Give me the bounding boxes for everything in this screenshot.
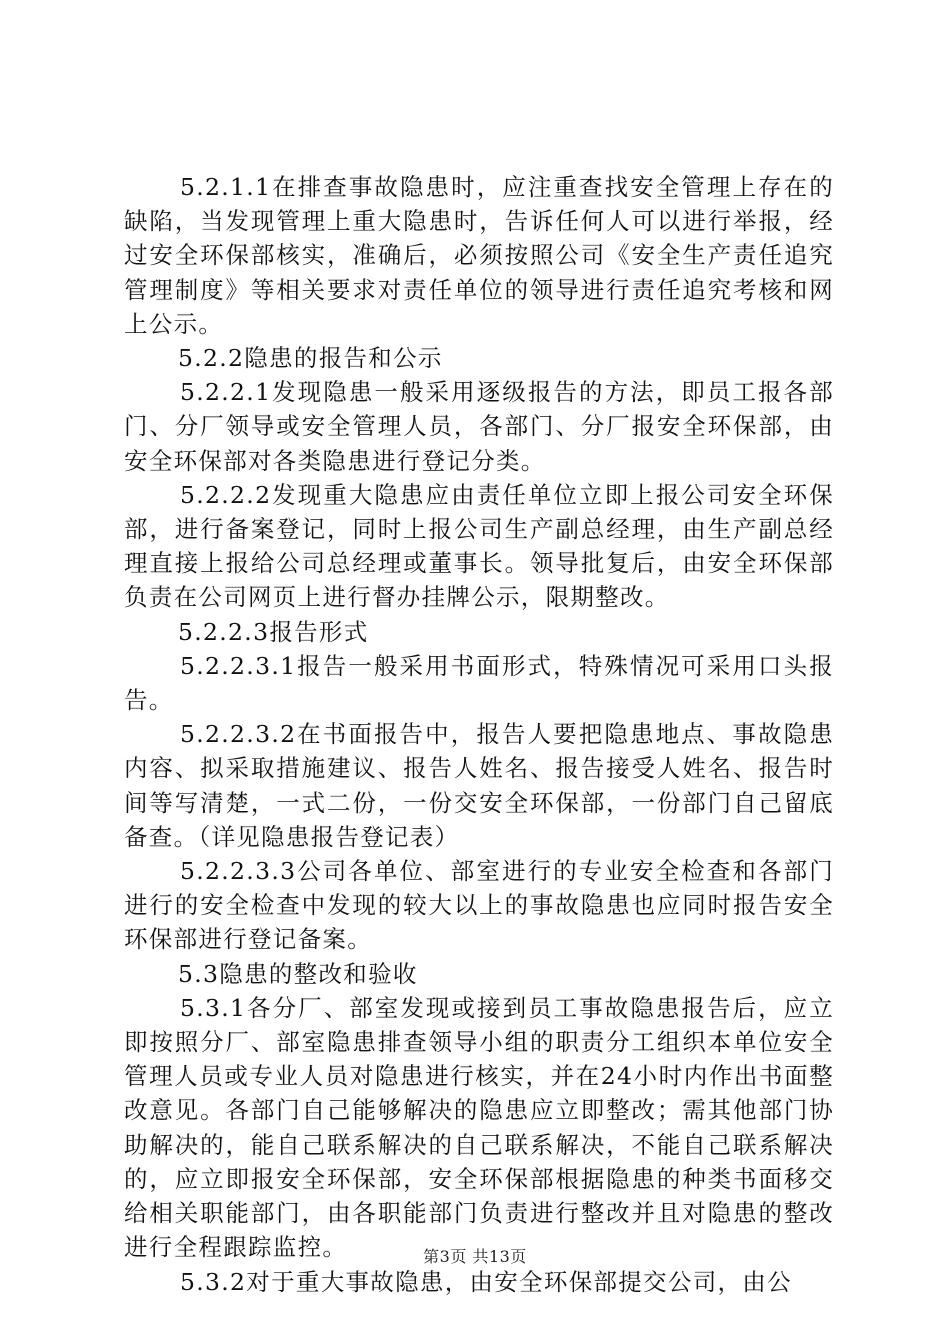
page-number-label: 第3页 共13页 (423, 1247, 527, 1266)
heading-5-3: 5.3隐患的整改和验收 (178, 959, 418, 988)
document-body (124, 170, 834, 1299)
heading-5-2-2: 5.2.2隐患的报告和公示 (178, 344, 443, 373)
paragraph-5-2-2-3-1: 5.2.2.3.1报告一般采用书面形式，特殊情况可采用口头报告。 (124, 651, 834, 715)
page-footer (0, 1244, 950, 1267)
paragraph-5-3-2: 5.3.2对于重大事故隐患，由安全环保部提交公司，由公 (180, 1267, 792, 1296)
paragraph-5-2-2-1: 5.2.2.1发现隐患一般采用逐级报告的方法，即员工报各部门、分厂领导或安全管理人员，各部门、分厂报安全环保部，由安全环保部对各类隐患进行登记分类。 (124, 378, 834, 475)
paragraph-5-2-2-3-2: 5.2.2.3.2在书面报告中，报告人要把隐患地点、事故隐患内容、拟采取措施建议、报告人姓名、报告接受人姓名、报告时间等写清楚，一式二份，一份交安全环保部，一份部门自己留底备查。（详见隐患报告登记表） (124, 720, 834, 851)
paragraph-5-2-2-3-3: 5.2.2.3.3公司各单位、部室进行的专业安全检查和各部门进行的安全检查中发现的较大以上的事故隐患也应同时报告安全环保部进行登记备案。 (124, 857, 834, 954)
paragraph-5-2-2-2: 5.2.2.2发现重大隐患应由责任单位立即上报公司安全环保部，进行备案登记，同时上报公司生产副总经理，由生产副总经理直接上报给公司总经理或董事长。领导批复后，由安全环保部负责在公司网页上进行督办挂牌公示，限期整改。 (124, 480, 834, 612)
paragraph-5-3-1: 5.3.1各分厂、部室发现或接到员工事故隐患报告后，应立即按照分厂、部室隐患排查领导小组的职责分工组织本单位安全管理人员或专业人员对隐患进行核实，并在24小时内作出书面整改意见。各部门自己能够解决的隐患应立即整改；需其他部门协助解决的，能自己联系解决的自己联系解决，不能自己联系解决的，应立即报安全环保部，安全环保部根据隐患的种类书面移交给相关职能部门，由各职能部门负责进行整改并且对隐患的整改进行全程跟踪监控。 (124, 993, 834, 1262)
heading-5-2-2-3: 5.2.2.3报告形式 (178, 617, 369, 646)
paragraph-5-2-1-1: 5.2.1.1在排查事故隐患时，应注重查找安全管理上存在的缺陷，当发现管理上重大隐患时，告诉任何人可以进行举报，经过安全环保部核实，准确后，必须按照公司《安全生产责任追究管理制度》等相关要求对责任单位的领导进行责任追究考核和网上公示。 (124, 173, 834, 338)
